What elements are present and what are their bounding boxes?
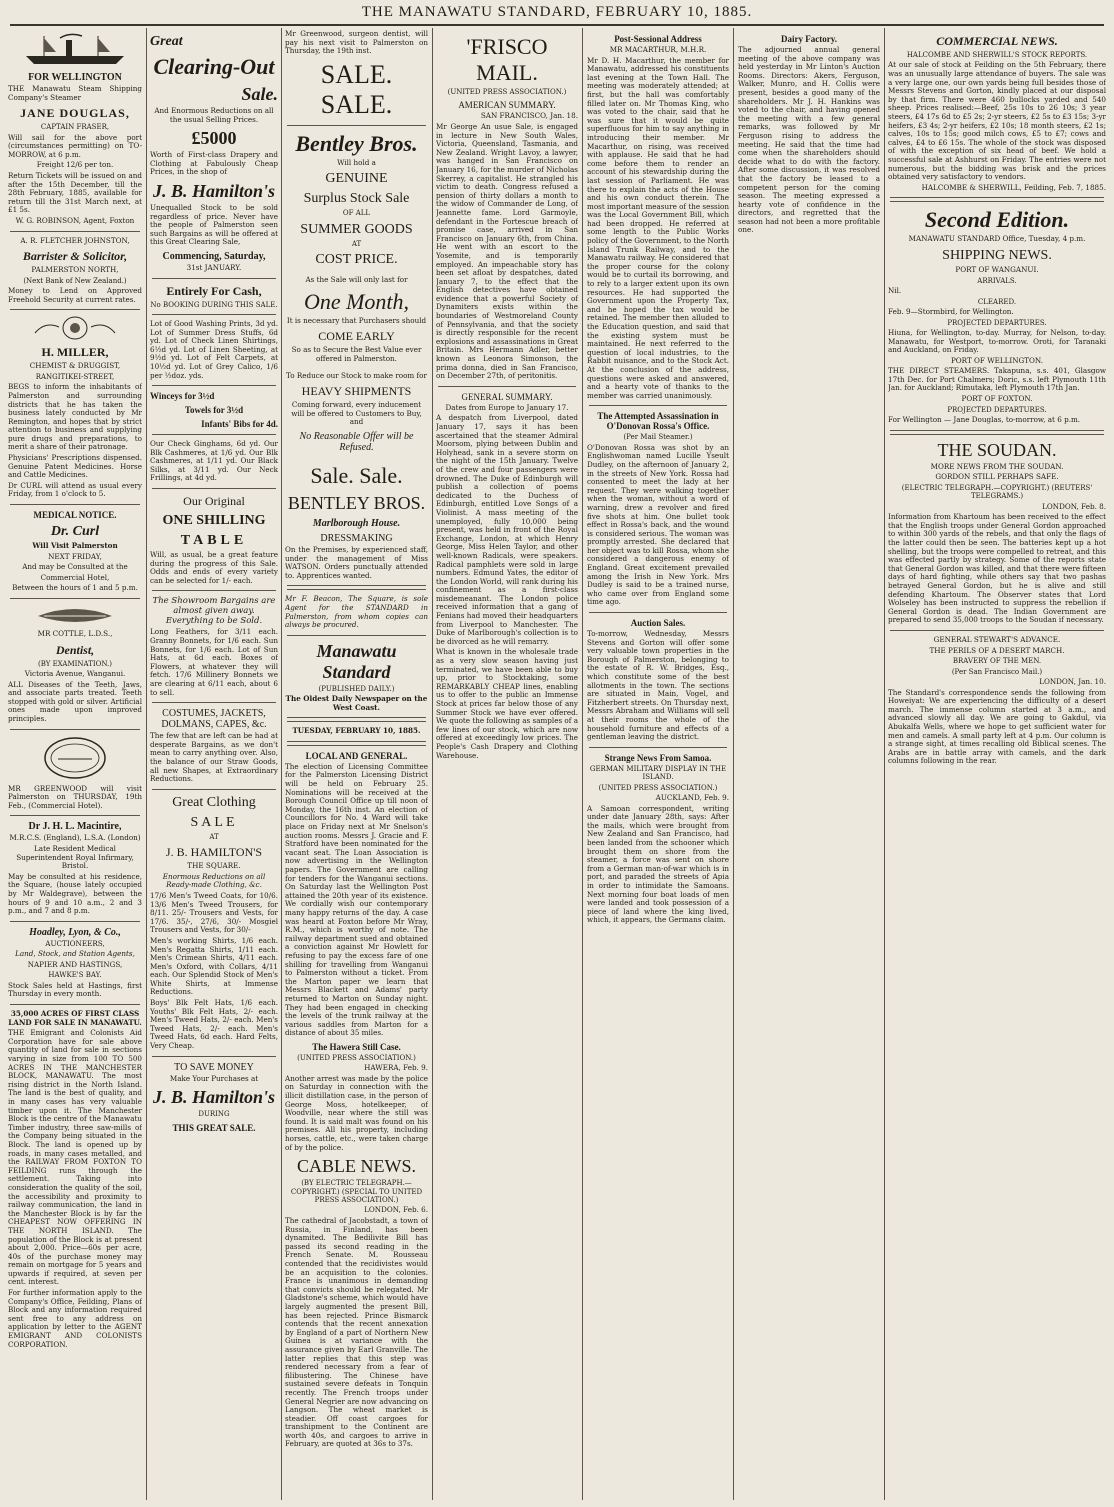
divider [10,309,140,310]
samoa-sub: (UNITED PRESS ASSOCIATION.) [598,783,718,792]
ship-captain: CAPTAIN FRASER, [40,123,110,132]
date-line: TUESDAY, FEBRUARY 10, 1885. [292,726,421,736]
cottle-name: MR COTTLE, L.D.S., [37,629,113,638]
hawera-text: Another arrest was made by the police on Saturday in connection with the illicit distillation case, in the person of George Moss, hotelkeeper, of Woodville, near where the still was found. It is said malt was found on his premises. All his property, including horses, cattle, etc., were taken charge of by the police. [285,1073,428,1152]
greenwood-seal [40,735,110,781]
nil: Nil. [888,285,902,295]
frisco-heading: 'FRISCO MAIL. [466,34,548,85]
miller-street: RANGITIKEI-STREET, [35,372,115,381]
land-text: THE Emigrant and Colonists Aid Corporation have for sale above quantity of land for sale in sections varying in size from 100 TO 500 ACRES IN THE MANCHESTER BLOCK, MANAWATU. The most rising district in the North Island. The land is the best of quality, and in many cases has very valuable timber upon it. The Manchester Block is the centre of the Manawatu Timber industry, three saw-mills of the Company being situated in the Block. The land is opened up by roads, in many cases metalled, and the RAILWAY FROM FOXTON TO FEILDING runs through the settlement. Taking into consideration the quality of the soil, the accessibility and proximity to railway communication, the land in the Manchester Block is by far the CHEAPEST NOW OFFERING IN THE NORTH ISLAND. The population of the Block is at present about 2,000. Price—60s per acre, 40s of the purchase money may remain on mortgage for 5 years and upwards if required, at seven per cent. interest. [8,1028,142,1287]
winceys: Winceys for 3½d [150,391,215,402]
cable-heading: CABLE NEWS. [297,1156,416,1177]
column-divider [432,28,433,1500]
fletcher-money: Money to Lend on Approved Freehold Security at current rates. [8,286,142,304]
divider [152,434,276,435]
hamilton-heading: J. B. Hamilton's [152,180,276,201]
post-text: Mr D. H. Macarthur, the member for Manawatu, addressed his constituents last evening at the Town Hall. The meeting was moderately attended; at first, but the hall was comfortably filled later on. Mr Thomas King, who was voted to the chair, said that he was sure that it would be quite superfluous for him to say anything in introducing their member. Mr Macarthur, on rising, was received with applause. He said that he had come before them to render an account of his stewardship during the last session of Parliament. He was there to explain the acts of the House and his own conduct therein. The most important measure of the session was the Local Government Bill, which had been dropped. He referred at some length to the Public Works policy of the Government, to the North Island Trunk Railway, and to the Manawatu railway. He considered that the proper course for the colony would be to curtail its borrowing, and to rely to a larger extent upon its own resources. He had supported the Government upon the Property Tax, and he hoped the tax would be retained. The member then alluded to the Education question, and said that the existing system must be maintained. He next referred to the question of local industries, to the Rabbit nuisance, and to the Stock Act. At the conclusion of the address, questions were asked and answered, and a hearty vote of thanks to the member was carried unanimously. [587,55,729,400]
divider [10,921,140,922]
auction-heading: Auction Sales. [630,618,686,629]
curl-name: Dr. Curl [50,524,100,540]
hoadley-stock: Stock Sales held at Hastings, first Thursday in every month. [8,980,142,999]
the-square: THE SQUARE. [187,861,241,871]
hoadley-bay: HAWKE'S BAY. [48,971,102,980]
column-5 [587,30,729,1500]
halcombe-heading: HALCOMBE AND SHERWILL'S STOCK REPORTS. [906,51,1088,59]
more-news: MORE NEWS FROM THE SOUDAN. [930,461,1064,471]
stewart-heading: GENERAL STEWART'S ADVANCE. [933,634,1061,644]
cottle-text: ALL Diseases of the Teeth, Jaws, and associate parts treated. Teeth stopped with gold or silver. Artificial ones made upon improved principles. [8,679,142,723]
no-offer: No Reasonable Offer will be Refused. [299,430,414,453]
divider [152,385,276,386]
attempted-heading: The Attempted Assassination in O'Donovan Rossa's Office. [597,411,719,432]
commercial-heading: COMMERCIAL NEWS. [936,34,1058,48]
this-great: THIS GREAT SALE. [172,1122,256,1133]
land-head: 35,000 ACRES OF FIRST CLASS LAND FOR SALE IN MANAWATU. [8,1009,142,1027]
divider [890,430,1104,435]
sale-sale-heading: SALE. SALE. [320,59,393,119]
divider [287,717,426,722]
ship-intro: THE Manawatu Steam Shipping Company's Steamer [8,84,142,102]
cash-heading: Entirely For Cash, [166,283,262,298]
fletcher-role: Barrister & Solicitor, [22,249,128,264]
gordon-line: GORDON STILL PERHAPS SAFE. [935,472,1059,482]
dress-text: On the Premises, by experienced staff, under the management of Miss WATSON. Orders punctually attended to. Apprentices wanted. [285,544,428,580]
genuine-heading: GENUINE [325,171,388,187]
no-booking: No BOOKING DURING THIS SALE. [150,300,278,309]
hoadley-role: AUCTIONEERS, [45,938,105,948]
paper-name: Manawatu Standard [316,640,397,682]
ship-freight: Freight 12/6 per ton. [36,160,114,170]
mail-steamer: (Per Mail Steamer.) [623,433,693,442]
dressmaking-heading: DRESSMAKING [320,532,393,544]
bravery-heading: BRAVERY OF THE MEN. [952,657,1042,666]
divider [10,504,140,505]
mac-text: May be consulted at his residence, the Square, (house lately occupied by Mr Waldegrave), between the hours of 9 and 10 a.m., 2 and 3 p.m., and 7 and 8 p.m. [8,871,142,916]
divider [10,598,140,599]
column-2 [150,30,278,1500]
miller-text: BEGS to inform the inhabitants of Palmerston and surrounding districts that he has taken the business lately conducted by Mr Remington, and hopes that by strict attention to business and supplying pure drugs and preparations, to merit a share of their patronage. [8,382,142,452]
sudan-place: LONDON, Feb. 8. [1042,501,1106,511]
come-early: COME EARLY [318,329,395,344]
column-divider [146,28,147,1500]
foxton-dep: PROJECTED DEPARTURES. [947,405,1047,414]
commencing-heading: Commencing, Saturday, [162,250,266,262]
royal-arms-icon [15,315,135,341]
dairy-text: The adjourned annual general meeting of the above company was held yesterday in Mr Linton's Auction Rooms. Directors: Akers, Ferguson, Walker, Munro, and H. Collis were present, besides a good many of the shareholders. Mr J. H. Hankins was voted to the chair, and having opened the meeting with a few general remarks, was followed by Mr Ferguson rising to address the meeting. He said that the time had come when the shareholders should decide what to do with the factory. After some discussion, it was resolved that the factory be leased to a competent person for the coming season. The meeting expressed a hearty vote of confidence in the directors, and regretted that the season had not been a more profitable one. [738,45,880,235]
cable-sub: (BY ELECTRIC TELEGRAPH.—COPYRIGHT.) (SPECIAL TO UNITED PRESS ASSOCIATION.) [290,1179,423,1205]
foxton-text: For Wellington — Jane Douglas, to-morrow, at 6 p.m. [888,415,1081,425]
curl-consult: And may be Consulted at the [22,562,128,572]
coming-text: Coming forward, every inducement will be offered to Customers to Buy, and [291,400,422,427]
general-text: A despatch from Liverpool, dated January 17, says it has been ascertained that the steamer Admiral Moorsom, plying between Dublin and Holyhead, sank in a severe storm on the night of the 15th January. Twelve of the crew and four passengers were drowned. The Duke of Edinburgh will publish a collection of poems dedicated to the Duchess of Edinburgh, entitled Love Songs of a Violinist. A mass meeting of the unemployed, fully 10,000 being present, was held in front of the Royal Exchange, London, at which Henry George, Miss Helen Taylor, and other well-known Radicals, were speakers. Radical pamphlets were sold in large numbers. Edmund Yates, the editor of the London World, will rank during his confinement as a first-class misdemeanant. The London police received information that a gang of Fenians had moved their headquarters from Liverpool to Manchester. The Duke of Marlborough's collection is to be divorced as he will remarry. [436,413,578,646]
cable-text: The cathedral of Jacobstadt, a town of Russia, in Finland, has been dynamited. The Bedilivite Bill has passed its second reading in the French Senate. M. Rousseau contended that the recidivistes would be an acquisition to the colonies. France is unanimous in demanding that convicts should be relegated. Mr Gladstone's scheme, which would have largely augmented the present Bill, has been rejected. Prince Bismarck contends that the recent annexation by England of a part of Northern New Guinea is at variance with the assurance given by Earl Granville. The latter replies that this step was rendered necessary from a fear of filibustering. The Chinese have sustained severe defeats in Tonquin recently. The French troops under General Negrier are now advancing on Langson. The wheat market is steadier. Off coast cargoes for transhipment to the Continent are worth 40s, and cargoes to arrive in February, are quoted at 36s to 37s. [285,1216,428,1449]
cable-place: LONDON, Feb. 6. [364,1205,428,1215]
towels: Towels for 3½d [184,405,244,416]
beacon-note: Mr F. Beacon, The Square, is sole Agent for the STANDARD in Palmerston, from whom copies can always be procured. [285,594,428,630]
during-text: DURING [198,1110,230,1119]
surplus-heading: Surplus Stock Sale [303,191,410,207]
costumes-heading: COSTUMES, JACKETS, DOLMANS, CAPES, &c. [161,708,267,731]
sudan-text: Information from Khartoum has been received to the effect that the English troops under General Gordon approached to within 300 yards of the rebels, and that only the flags of the latter could then be seen. The batteries kept up a hot shelling, but the troops were compelled to retreat, and this was effected partly by strategy. Some of the reports state that General Gordon was killed, and that there were fifteen days of hard fighting, while others say that two pashas betrayed General Gordon, but he is alive and still defending Khartoum. The Observer states that Lord Wolseley has been instructed to suppress the rebellion if General Gordon is dead. The Indian Government are prepared to send 35,000 troops to the Soudan if necessary. [888,512,1106,625]
samoa-text: A Samoan correspondent, writing under date January 28th, says: After the mails, which were brought from New Zealand and San Francisco, had been landed from the schooner which brought them on shore from the steamer, a force was sent on shore from a German man-of-war which is in port, and paraded the streets of Apia in order to intimidate the Samoans. Next morning four boat loads of men were landed and took possession of a piece of land where the king lived, which, it appears, the Germans claim. [587,803,729,925]
make-purchases: Make Your Purchases at [169,1073,259,1083]
fletcher-addr: (Next Bank of New Zealand.) [23,276,127,285]
column-divider [733,28,734,1500]
secure-text: So as to Secure the Best Value ever offered in Palmerston. [291,345,422,363]
second-edition: Second Edition. [924,207,1070,233]
divider [589,405,727,406]
cleared-text: Feb. 9—Stormbird, for Wellington. [888,306,1014,316]
divider [152,789,276,790]
divider [10,1004,140,1005]
divider [152,1056,276,1057]
sale-heading: Sale. [241,84,278,104]
frisco-sub: (UNITED PRESS ASSOCIATION.) [447,88,567,96]
ship-name: JANE DOUGLAS, [20,106,130,121]
halcombe-text: At our sale of stock at Feilding on the 5th February, there was an unusually large attendance of buyers. The sale was a very large one, our own yards being full besides those of Messrs Stevens and Gorton, kindly placed at our disposal by that firm. There were 460 bullocks yarded and 540 sheep. Prices realised:—Beef, 25s 10s to 26 10s; 3 year steers, £4 17s 6d to £5 2s; 2-yr steers, £2 5s to £3 15s; 3-yr heifers, £3 4s; 2-yr heifers, £2 10s; 18 month steers, £2 1s; calves, 10s to 15s; good milch cows, £5 to £7; cows and calves, £4 to £6 15s. The whole of the stock was disposed of with the exception of six head of beef. We hold a successful sale at Ashhurst on Friday. The entries were not numerous, but the bidding was brisk and the prices obtained very satisfactory to vendors. [888,60,1106,182]
table-heading: TABLE [180,533,248,549]
wellington-text: THE DIRECT STEAMERS. Takapuna, s.s. 401, Glasgow 17th Dec. for Port Chalmers; Doric, s.s. left Plymouth 11th Jan. for Auckland; Rimutaka, left Plymouth 17th Jan. [888,366,1106,393]
bentley-bros-heading: BENTLEY BROS. [287,492,426,513]
medical-notice: MEDICAL NOTICE. [33,510,117,521]
divider [438,386,576,387]
cleared: CLEARED. [977,297,1017,306]
for-wellington-heading: FOR WELLINGTON [28,72,122,83]
halcombe-sign: HALCOMBE & SHERWILL, Feilding, Feb. 7, 1885. [921,182,1106,192]
jbh-square: J. B. HAMILTON'S [165,845,263,860]
port-wanganui: PORT OF WANGANUI. [955,264,1039,274]
dentures-icon [30,604,120,626]
perils-text: The Standard's correspondence sends the following from Howeiyat: We are experiencing the difficulty of a desert march. The immense column started at 3 a.m., and advanced slowly all day. We are going to Gakdul, via Abukalfa Wells, where we hope to get sufficient water for men and camels. A small party left at 4 p.m. Our column is a strange sight, at times recalling old Biblical scenes. The Arabs are in battle array with camels, and the dark columns following in the rear. [888,687,1106,766]
column-divider [884,28,885,1500]
great-clothing: Great Clothing [172,794,256,810]
strange-heading: Strange News From Samoa. [604,752,712,763]
column-1 [8,30,142,1500]
divider [152,590,276,591]
curl-visit: Will Visit Palmerston [32,541,118,551]
bentley-heading: Bentley Bros. [295,130,418,156]
reductions-text: And Enormous Reductions on all the usual Selling Prices. [154,106,274,124]
hoadley-agents: Land, Stock, and Station Agents, [15,949,135,959]
shipping-heading: SHIPPING NEWS. [942,247,1052,263]
greenwood-text: MR GREENWOOD will visit Palmerston on THURSDAY, 19th Feb., (Commercial Hotel). [8,783,142,810]
costumes-text: The few that are left can be had at desperate Bargains, as we don't mean to carry anything over. Also, the balance of our Straw Goods, all new Shapes, at Extraordinary Reductions. [150,731,278,784]
local-general-heading: LOCAL AND GENERAL. [305,750,408,761]
mac-late: Late Resident Medical Superintendent Royal Infirmary, Bristol. [16,843,134,871]
hawera-sub: (UNITED PRESS ASSOCIATION.) [297,1053,416,1062]
miller-physicians: Physicians' Prescriptions dispensed. Genuine Patent Medicines. Horse and Cattle Medicines. [8,453,142,480]
cost-heading: COST PRICE. [315,252,398,268]
frisco-text: Mr George An usue Sale, is engaged in lecture in New South Wales, Victoria, Queensland, Tasmania, and New Zealand. Wright Lavoy, a lawyer, was hanged in San Francisco on January 16, for the murder of Nicholas Skerrey, a capitalist. He strangled his victim to death. Congress refused a pension of thirty dollars a month to the widow of Commander de Long, of Jeannette fame. Lord Garmoyle, defendant in the Fortescue breach of promise case, arrived in San Francisco on January 6th, from China. He went with an escort to the Yosemite, and is temporarily employed. An impeachable story has been set afloat by despatches, dated January 7, to the effect that the English detectives have obtained evidence that a powerful Society of Dynamiters exists within the boundaries of Westmoreland County of Pennsylvania, and that the society is directly responsible for the recent explosions and assassinations in Great Britain. Mrs Hermann Adler, better known as Leonora Simonson, the prima donna, died in San Francisco, on December 27th, of peritonitis. [436,122,578,381]
at-text: AT [351,239,362,248]
divider [152,278,276,279]
curl-hotel: Commercial Hotel, [40,572,110,582]
mac-quals: M.R.C.S. (England), L.S.A. (London) [9,833,141,843]
reduce-text: To Reduce our Stock to make room for [286,370,427,380]
will-hold: Will hold a [337,157,376,167]
cottle-role: Dentist, [55,642,95,657]
fletcher-place: PALMERSTON NORTH, [31,265,119,275]
sf-place-2: LONDON, Jan. 10. [1039,676,1106,686]
our-original: Our Original [183,494,245,509]
column-7 [888,30,1106,1500]
german-sub: GERMAN MILITARY DISPLAY IN THE ISLAND. [589,764,727,782]
of-all: OF ALL [342,209,371,218]
summer-heading: SUMMER GOODS [300,221,413,237]
hawera-heading: The Hawera Still Case. [312,1041,401,1052]
divider [10,815,140,816]
general-text-2: What is known in the wholesale trade as a very slow season having just terminated, we have been able to buy up, prior to Stocktaking, some REMARKABLY CHEAP lines, enabling us to offer to the public an Immense Stock at prices far below those of any Summer Stock we have ever offered. We quote the following as samples of a few lines of our stock, which are now offered at exceedingly low prices. The People's Cash Drapery and Clothing Warehouse. [436,647,578,760]
miller-curl: Dr CURL will attend as usual every Friday, from 1 o'clock to 5. [8,480,142,499]
perils-heading: THE PERILS OF A DESERT MARCH. [929,645,1065,655]
clothing-list: 17/6 Men's Tweed Coats, for 10/6. 13/6 Men's Tweed Trousers, for 8/11. 25/- Trousers and Vests, for 17/6. 35/-, 27/6, 30/- Mosgiel Trousers and Vests, for 30/- [150,890,278,935]
to-save: TO SAVE MONEY [174,1061,254,1073]
divider [589,747,727,748]
ship-return: Return Tickets will be issued on and after the 15th December, till the 28th February, 1885, available for return till the 31st March next, at £1 5s. [8,170,142,215]
clearing-heading: Clearing-Out [153,54,275,79]
masthead-rule [10,24,1104,26]
sf-herald: (Per San Francisco Mail.) [951,667,1043,676]
auction-text: To-morrow, Wednesday, Messrs Stevens and Gorton will offer some very valuable town properties in the Borough of Palmerston, belonging to the estate of R. W. Bridges, Esq., which constitute some of the best allotments in the town. The sections are situated in Main, Vogel, and Fitzherbert streets. On Thursday next, Messrs Abraham and Williams will sell at their rooms the whole of the household furniture and effects of a gentleman leaving the district. [587,629,729,742]
curl-hours: Between the hours of 1 and 5 p.m. [12,583,138,593]
marlborough-heading: Marlborough House. [312,517,401,529]
masthead [0,0,1114,24]
jan-text: 31st JANUARY. [186,262,242,272]
curl-next: NEXT FRIDAY, [48,551,102,561]
samoa-place: AUCKLAND, Feb. 9. [655,792,729,802]
hoadley-place: NAPIER AND HASTINGS, [27,959,123,969]
post-sessional-heading: Post-Sessional Address [614,34,702,44]
miller-role: CHEMIST & DRUGGIST, [29,361,121,371]
sudan-sub: (ELECTRIC TELEGRAPH.—COPYRIGHT.) (REUTERS' TELEGRAMS.) [901,483,1093,501]
hawera-place: HAWERA, Feb. 9. [364,1063,428,1073]
divider [890,630,1104,631]
column-6 [738,30,880,1500]
greenwood-note: Mr Greenwood, surgeon dentist, will pay his next visit to Palmerston on Thursday, the 19th inst. [285,30,428,56]
arrivals: ARRIVALS. [977,276,1017,285]
office-line: MANAWATU STANDARD Office, Tuesday, 4 p.m. [908,234,1086,244]
sale-at: SALE [190,814,238,830]
column-3 [285,30,428,1500]
american-heading: AMERICAN SUMMARY. [458,100,556,111]
at-text: AT [209,832,219,841]
general-heading: GENERAL SUMMARY. [461,391,553,402]
cottle-by: (BY EXAMINATION.) [37,659,113,668]
projected: PROJECTED DEPARTURES. [947,318,1047,327]
dairy-heading: Dairy Factory. [781,34,837,44]
divider [890,197,1104,202]
column-divider [582,28,583,1500]
general-place: Dates from Europe to January 17. [445,402,569,412]
infants: Infants' Bibs for 4d. [201,419,278,430]
divider [287,585,426,590]
stock-text: Unequalled Stock to be sold regardless of price. Never have the people of Palmerston seen such Bargains as will be offered at this Great Clearing Sale, [150,202,278,247]
goods-list: Lot of Good Washing Prints, 3d yd. Lot of Summer Dress Stuffs, 6d yd. Lot of Check Linen Shirtings, 6½d yd. Lot of Linen Sheeting, at 9½d yd. Lot of Felt Carpets, at 10½d yd. Lot of Grey Calico, 1/6 per ½doz. yds. [150,318,278,380]
sudan-heading: THE SOUDAN. [937,439,1057,460]
sale-limit: As the Sale will only last for [305,275,408,285]
divider [152,702,276,703]
mac-name: Dr J. H. L. Macintire, [28,821,122,833]
divider [10,231,140,232]
hamilton-end: J. B. Hamilton's [152,1087,276,1108]
showroom-text: The Showroom Bargains are almost given away. Everything to be Sold. [152,596,276,627]
great-heading: Great [150,34,183,49]
sale-sale-2: Sale. Sale. [310,462,403,488]
amount-heading: £5000 [191,128,237,149]
column-4 [436,30,578,1500]
necessary-text: It is necessary that Purchasers should [286,315,427,325]
mr-mac: MR MACARTHUR, M.H.R. [609,45,707,54]
miller-name: H. MILLER, [41,345,109,360]
divider [10,729,140,730]
ship-sail: Will sail for the above port (circumstances permitting) on TO-MORROW, at 6 p.m. [8,132,142,159]
divider [589,612,727,613]
shirts-list: Men's working Shirts, 1/6 each. Men's Regatta Shirts, 1/11 each. Men's Crimean Shirts, 4/11 each. Men's Oxford, with Collars, 4/11 each. Our Splendid Stock of Men's White Shirts, at Immense Reductions. [150,935,278,997]
fletcher-name: A. R. FLETCHER JOHNSTON, [20,235,130,245]
one-month: One Month, [303,288,410,314]
land-footer: For further information apply to the Company's Office, Feilding, Plans of Block and any information required sent free to any address on application by letter to the AGENT EMIGRANT AND COLONISTS CORPORATION. [8,1288,142,1349]
sf-place: SAN FRANCISCO, Jan. 18. [480,111,578,121]
table-text: Will, as usual, be a great feature during the progress of this Sale. Odds and ends of every variety can be selected for 1/- each. [150,550,278,585]
enormous-text: Enormous Reductions on all Ready-made Clothing, &c. [162,871,266,890]
divider [287,635,426,636]
steamship-icon [20,32,130,68]
hoadley-name: Hoadley, Lyon, & Co., [29,926,121,938]
ship-agent: W. G. ROBINSON, Agent, Foxton [15,215,135,225]
projected-text: Hiuna, for Wellington, to-day. Murray, for Nelson, to-day. Manawatu, for Westport, to-morrow. Oroti, for Taranaki and Auckland, on Friday. [888,327,1106,355]
divider [152,314,276,315]
attempt-text: O'Donovan Rossa was shot by an Englishwoman named Lucille Yseult Dudley, on the afternoon of January 2, in the streets of New York. Rossa had consented to meet the lady at her request. They were walking together when the woman, without a word of warning, drew a revolver and fired five shots at him. One bullet took effect in Rossa's back, and the wound is considered serious. The woman was promptly arrested. She declared that her object was to kill Rossa, whom she considered a dangerous enemy of England. Great excitement prevailed among the Irish in New York. Mrs Dudley is said to be a trained nurse, who came over from England some time ago. [587,442,729,607]
goods-list-2: Our Check Ginghams, 6d yd. Our Blk Cashmeres, at 1/6 yd. Our Blk Cashmeres, at 1/11 yd. Our Black Silks, at 3/11 yd. Our Neck Frillings, at 4d yd. [150,439,278,483]
hats-list: Boys' Blk Felt Hats, 1/6 each. Youths' Blk Felt Hats, 2/- each. Men's Tweed Hats, 2/- each. Men's Tweed Hats, 2/- each. Men's Tweed Hats, 6d each. Hard Felts, Very Cheap. [150,998,278,1051]
oldest-line: The Oldest Daily Newspaper on the West Coast. [285,694,428,712]
divider [287,125,426,126]
one-shilling: ONE SHILLING [162,513,266,529]
local-news: The election of Licensing Committee for the Palmerston Licensing District will be held on February 25. Nominations will be received at the Borough Council Office up till noon of Monday, the 16th inst. An election of Councillors for No. 4 Ward will take place on Friday next at Mr Snelson's auction rooms. Messrs J. Gracie and F. Stratford have been nominated for the vacant seat. The Loan Association is now advertising in the Wellington papers. The Government are calling for tenders for the Wanganui sections. On Saturday last the Wellington Post attained the 20th year of its existence. We cordially wish our contemporary many happy returns of the day. A case was heard at Foxton before Mr Wray, R.M., which is worthy of note. The railway department sued and obtained a conviction against Mr Howlett for refusing to pay the excess fare of one shilling for travelling from Wanganui to Palmerston without a ticket. From the Marton paper we learn that Messrs Blackett and Adams' party returned to Marton on Sunday night. They had been engaged in checking the levels of the trunk railway at the various saddles from Marton for a distance of about 35 miles. [285,761,428,1038]
goods-list-3: Long Feathers, for 3/11 each. Granny Bonnets, for 1/6 each. Sun Bonnets, for 1/6 each. Lot of Sun Hats, at 6d each. Boxes of Flowers, at whatever they will fetch. 17/6 Millinery Bonnets we are clearing at 6/11 each, about 6 to sell. [150,627,278,697]
divider [152,488,276,489]
heavy-heading: HEAVY SHIPMENTS [301,384,412,399]
port-wellington: PORT OF WELLINGTON. [950,355,1044,365]
cottle-addr: Victoria Avenue, Wanganui. [24,669,126,678]
column-divider [281,28,282,1500]
worth-text: Worth of First-class Drapery and Clothing at Fabulously Cheap Prices, in the shop of [150,150,278,177]
divider [287,741,426,746]
port-foxton: PORT OF FOXTON. [961,394,1033,404]
masthead-title: THE MANAWATU STANDARD, FEBRUARY 10, 1885. [361,4,753,20]
published-line: (PUBLISHED DAILY.) [318,684,395,693]
